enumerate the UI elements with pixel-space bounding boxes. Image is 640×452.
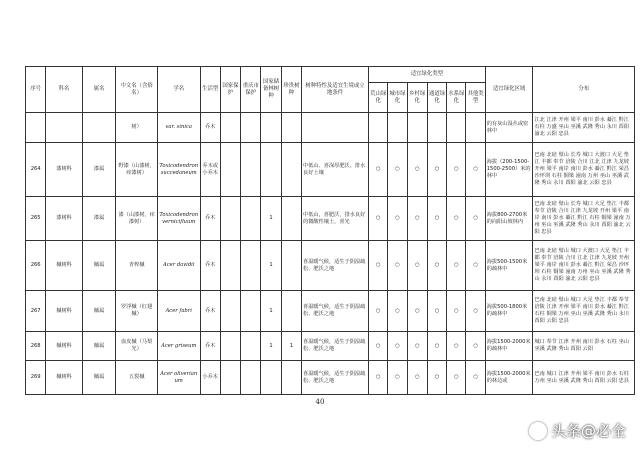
cell-no: 268 — [26, 332, 46, 361]
cell-green-type-mark — [407, 113, 427, 143]
cell-nat-reserve: 1 — [261, 197, 281, 241]
cell-growth-form: 乔木 — [200, 197, 220, 241]
cell-green-type-mark: ○ — [407, 197, 427, 241]
cell-distribution: 江北 江津 开州 梁平 南川 彭水 綦江 黔江 石柱 万盛 巫山 巫溪 武隆 秀山 永川 酉阳 渝北 云阳 忠县 — [533, 113, 635, 143]
cell-growth-form: 乔木或小乔木 — [200, 143, 220, 197]
cell-cn-name: 血皮槭（马梨光） — [116, 332, 158, 361]
watermark-text: 头条@必全 — [550, 422, 626, 440]
cell-national-protect — [220, 113, 240, 143]
cell-growth-form: 乔木 — [200, 113, 220, 143]
cell-distribution: 巴南 北碚 璧山 城口 大渡口 大足 垫江 丰都 奉节 涪陵 合川 江北 江津 九龙坡 开州 梁平 南岸 南川 彭水 綦江 黔江 荣昌 沙坪坝 石柱 铜梁 潼南 万州 巫山 巫溪 武隆 秀山 永川 酉阳 渝北 云阳 忠县 — [533, 241, 635, 291]
cell-genus: 槭属 — [82, 332, 115, 361]
cell-growth-form: 乔木 — [200, 332, 220, 361]
cell-cn-name: 罗浮槭（红翅槭） — [116, 291, 158, 332]
cell-precious — [281, 143, 301, 197]
cell-genus: 漆属 — [82, 143, 115, 197]
cell-area: 海拔800-2700米的向阳山坡林内 — [485, 197, 533, 241]
cell-distribution: 巴南 北碚 璧山 城口 大足 垫江 丰都 奉节 涪陵 江津 开州 梁平 南川 彭水 綦江 黔江 石柱 铜梁 万州 巫山 巫溪 武隆 秀山 永川 酉阳 云阳 忠县 — [533, 291, 635, 332]
cell-cn-name: 漆（山漆树，痒漆树） — [116, 197, 158, 241]
cell-green-type-mark: ○ — [447, 241, 466, 291]
col-header-growth-form: 生活型 — [200, 67, 220, 113]
cell-growth-form: 乔木 — [200, 291, 220, 332]
cell-area: 的有灰山湿丛或密林中 — [485, 113, 533, 143]
col-header-g5: 水系绿化 — [447, 83, 466, 113]
cell-green-type-mark: ○ — [369, 143, 388, 197]
cell-nat-reserve: 1 — [261, 332, 281, 361]
cell-conditions: 喜温暖气候，适生于阴湿疏松、肥沃之地 — [302, 361, 369, 395]
cell-area: 海拔1500-2000米的疏林中 — [485, 332, 533, 361]
cell-green-type-mark: ○ — [388, 143, 407, 197]
col-header-sci-name: 学名 — [157, 67, 200, 113]
cell-nat-reserve: 1 — [261, 291, 281, 332]
cell-family: 槭树科 — [46, 361, 83, 395]
cell-nat-reserve — [261, 113, 281, 143]
cell-green-type-mark — [427, 113, 446, 143]
cell-national-protect — [220, 291, 240, 332]
col-header-national-protect: 国家保护 — [220, 67, 240, 113]
col-header-distribution: 分布 — [533, 67, 635, 113]
cell-cn-name: 树） — [116, 113, 158, 143]
cell-green-type-mark: ○ — [427, 241, 446, 291]
table-row — [26, 197, 635, 241]
table-row — [26, 241, 635, 291]
cell-distribution: 巴南 北碚 璧山 长寿 城口 大足 垫江 丰都 奉节 涪陵 合川 江津 九龙坡 开州 梁平 南岸 南川 彭水 綦江 黔江 石柱 铜梁 潼南 万州 巫山 巫溪 武隆 秀山 永川 酉阳 渝北 云阳 忠县 — [533, 197, 635, 241]
cell-growth-form: 乔木 — [200, 241, 220, 291]
cell-green-type-mark: ○ — [388, 291, 407, 332]
cell-nat-reserve — [261, 143, 281, 197]
species-table — [25, 66, 635, 395]
cell-area: 海拔1500-2000米的林边或 — [485, 361, 533, 395]
table-row — [26, 143, 635, 197]
table-row — [26, 361, 635, 395]
col-header-genus: 属名 — [82, 67, 115, 113]
cell-conditions — [302, 113, 369, 143]
cell-green-type-mark: ○ — [427, 197, 446, 241]
cell-national-protect — [220, 332, 240, 361]
col-header-cq-protect: 重庆市保护 — [241, 67, 261, 113]
cell-national-protect — [220, 197, 240, 241]
cell-sci-name: Acer davidii — [157, 241, 200, 291]
cell-sci-name: Toxicodendron vernicifluum — [157, 197, 200, 241]
cell-green-type-mark — [369, 113, 388, 143]
col-header-family: 科名 — [46, 67, 83, 113]
cell-genus: 槭属 — [82, 291, 115, 332]
table-body — [26, 113, 635, 395]
cell-green-type-mark: ○ — [388, 332, 407, 361]
cell-green-type-mark: ○ — [388, 361, 407, 395]
col-header-no: 序号 — [26, 67, 46, 113]
cell-green-type-mark — [388, 113, 407, 143]
cell-green-type-mark — [447, 113, 466, 143]
cell-growth-form: 小乔木 — [200, 361, 220, 395]
cell-family: 槭树科 — [46, 241, 83, 291]
cell-green-type-mark: ○ — [407, 332, 427, 361]
cell-area: 海拔（200-1500-1500-2500）米的林中 — [485, 143, 533, 197]
toutiao-logo-icon — [529, 422, 547, 440]
cell-cq-protect — [241, 241, 261, 291]
cell-green-type-mark: ○ — [388, 197, 407, 241]
cell-precious: 1 — [281, 332, 301, 361]
cell-sci-name: Acer griseum — [157, 332, 200, 361]
cell-cn-name: 青榨槭 — [116, 241, 158, 291]
cell-cq-protect — [241, 197, 261, 241]
col-header-g4: 通道绿化 — [427, 83, 446, 113]
cell-green-type-mark: ○ — [447, 361, 466, 395]
cell-green-type-mark: ○ — [447, 143, 466, 197]
cell-sci-name: Acer oliverianum — [157, 361, 200, 395]
cell-green-type-mark: ○ — [447, 197, 466, 241]
cell-green-type-mark: ○ — [466, 241, 485, 291]
col-header-area: 适宜绿化区域 — [485, 67, 533, 113]
cell-area: 海拔500-1800米的疏林中 — [485, 291, 533, 332]
cell-no: 265 — [26, 197, 46, 241]
cell-green-type-mark: ○ — [427, 361, 446, 395]
cell-family: 漆树科 — [46, 197, 83, 241]
cell-genus — [82, 113, 115, 143]
cell-area: 海拔500-1500米的疏林中 — [485, 241, 533, 291]
cell-conditions: 中低山、喜深厚肥沃、排水良好土壤 — [302, 143, 369, 197]
cell-sci-name: Acer fabri — [157, 291, 200, 332]
cell-nat-reserve: 1 — [261, 241, 281, 291]
col-header-conditions: 树种特性及适宜生境或立地条件 — [302, 67, 369, 113]
cell-green-type-mark: ○ — [407, 361, 427, 395]
cell-green-type-mark: ○ — [369, 361, 388, 395]
cell-green-type-mark: ○ — [466, 291, 485, 332]
cell-national-protect — [220, 241, 240, 291]
cell-sci-name: Toxicodendron succedaneum — [157, 143, 200, 197]
cell-genus: 槭属 — [82, 241, 115, 291]
cell-cq-protect — [241, 361, 261, 395]
cell-family: 漆树科 — [46, 143, 83, 197]
cell-green-type-mark: ○ — [466, 143, 485, 197]
cell-no — [26, 113, 46, 143]
cell-green-type-mark — [466, 113, 485, 143]
cell-national-protect — [220, 361, 240, 395]
cell-green-type-mark: ○ — [447, 332, 466, 361]
cell-green-type-mark: ○ — [369, 291, 388, 332]
species-table-sheet — [25, 66, 635, 395]
cell-no: 269 — [26, 361, 46, 395]
cell-distribution: 巴南 城口 江津 开州 梁平 南川 彭水 石柱 万州 巫山 巫溪 武隆 秀山 酉阳 云阳 忠县 — [533, 361, 635, 395]
cell-cq-protect — [241, 291, 261, 332]
cell-green-type-mark: ○ — [369, 241, 388, 291]
col-header-cn-name: 中文名（含俗名） — [116, 67, 158, 113]
cell-cq-protect — [241, 332, 261, 361]
cell-genus: 漆属 — [82, 197, 115, 241]
cell-green-type-mark: ○ — [369, 332, 388, 361]
cell-genus: 槭属 — [82, 361, 115, 395]
cell-conditions: 中低山，喜肥沃，排水良好的微酸性壤土，喜光 — [302, 197, 369, 241]
cell-no: 264 — [26, 143, 46, 197]
cell-precious — [281, 291, 301, 332]
cell-green-type-mark: ○ — [388, 241, 407, 291]
watermark — [529, 420, 626, 441]
col-header-g3: 乡村绿化 — [407, 83, 427, 113]
table-row — [26, 332, 635, 361]
header-row-1 — [26, 67, 635, 83]
cell-precious — [281, 113, 301, 143]
cell-conditions: 喜温暖气候，适生于阴湿疏松、肥沃之地 — [302, 241, 369, 291]
cell-conditions: 喜温暖气候，适生于阴湿疏松、肥沃之地 — [302, 332, 369, 361]
table-row — [26, 291, 635, 332]
cell-cn-name: 五裂槭 — [116, 361, 158, 395]
col-header-nat-reserve: 国家储备林树种 — [261, 67, 281, 113]
cell-sci-name: var. sinica — [157, 113, 200, 143]
col-header-g6: 其他类型 — [466, 83, 485, 113]
cell-distribution: 城口 奉节 江津 开州 南川 彭水 石柱 巫山 巫溪 武隆 秀山 酉阳 云阳 — [533, 332, 635, 361]
cell-cq-protect — [241, 113, 261, 143]
cell-conditions: 喜温暖气候，适生于阴湿疏松、肥沃之地 — [302, 291, 369, 332]
page-number: 40 — [315, 398, 325, 406]
cell-precious — [281, 241, 301, 291]
col-header-precious: 珍贵树种 — [281, 67, 301, 113]
cell-green-type-mark: ○ — [407, 291, 427, 332]
cell-green-type-mark: ○ — [407, 143, 427, 197]
cell-green-type-mark: ○ — [427, 143, 446, 197]
cell-distribution: 巴南 北碚 璧山 长寿 城口 大渡口 大足 垫江 丰都 奉节 涪陵 合川 江北 江津 九龙坡 开州 梁平 南岸 南川 彭水 綦江 黔江 荣昌 沙坪坝 石柱 铜梁 潼南 万州 巫山 巫溪 武隆 秀山 永川 酉阳 渝北 云阳 忠县 — [533, 143, 635, 197]
cell-nat-reserve — [261, 361, 281, 395]
cell-green-type-mark: ○ — [466, 332, 485, 361]
cell-green-type-mark: ○ — [427, 332, 446, 361]
cell-family: 槭树科 — [46, 332, 83, 361]
cell-green-type-mark: ○ — [369, 197, 388, 241]
table-row — [26, 113, 635, 143]
cell-green-type-mark: ○ — [466, 197, 485, 241]
cell-precious — [281, 197, 301, 241]
cell-green-type-mark: ○ — [466, 361, 485, 395]
cell-green-type-mark: ○ — [427, 291, 446, 332]
col-header-g1: 荒山绿化 — [369, 83, 388, 113]
cell-green-type-mark: ○ — [447, 291, 466, 332]
cell-national-protect — [220, 143, 240, 197]
cell-no: 266 — [26, 241, 46, 291]
cell-family: 槭树科 — [46, 291, 83, 332]
cell-family — [46, 113, 83, 143]
cell-green-type-mark: ○ — [407, 241, 427, 291]
cell-no: 267 — [26, 291, 46, 332]
col-header-g2: 城市绿化 — [388, 83, 407, 113]
col-header-green-type: 适宜绿化类型 — [369, 67, 486, 83]
cell-cn-name: 野漆（山漆树，痒漆树） — [116, 143, 158, 197]
cell-cq-protect — [241, 143, 261, 197]
cell-precious — [281, 361, 301, 395]
